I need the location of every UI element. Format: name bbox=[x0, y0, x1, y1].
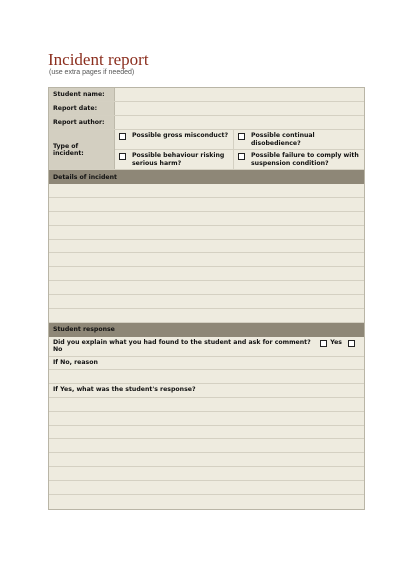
option-label: Possible continual disobedience? bbox=[251, 132, 315, 147]
details-line[interactable] bbox=[49, 198, 364, 212]
no-checkbox[interactable] bbox=[348, 340, 355, 347]
type-of-incident-row bbox=[49, 130, 364, 170]
response-line[interactable] bbox=[49, 426, 364, 440]
report-date-label: Report date: bbox=[49, 102, 115, 115]
response-lines[interactable] bbox=[49, 398, 364, 509]
student-name-label: Student name: bbox=[49, 88, 115, 101]
details-line[interactable] bbox=[49, 295, 364, 309]
explain-question-text: Did you explain what you had found to the student and ask for comment? bbox=[53, 338, 311, 346]
option-label: Possible failure to comply with suspension condition? bbox=[251, 152, 359, 167]
option-suspension-condition bbox=[234, 150, 364, 170]
response-line[interactable] bbox=[49, 495, 364, 509]
yes-no-choices bbox=[314, 339, 358, 347]
yes-label: Yes bbox=[330, 339, 342, 347]
details-line[interactable] bbox=[49, 253, 364, 267]
report-author-label: Report author: bbox=[49, 116, 115, 129]
details-line[interactable] bbox=[49, 309, 364, 323]
report-date-row bbox=[49, 102, 364, 116]
details-lines[interactable] bbox=[49, 184, 364, 323]
details-line[interactable] bbox=[49, 212, 364, 226]
details-line[interactable] bbox=[49, 281, 364, 295]
report-date-field[interactable] bbox=[115, 102, 364, 115]
continual-disobedience-checkbox[interactable] bbox=[238, 133, 245, 140]
response-line[interactable] bbox=[49, 481, 364, 495]
details-line[interactable] bbox=[49, 240, 364, 254]
suspension-condition-checkbox[interactable] bbox=[238, 153, 245, 160]
incident-form bbox=[48, 87, 365, 510]
reason-line[interactable] bbox=[49, 370, 364, 384]
incident-options bbox=[115, 130, 364, 169]
details-line[interactable] bbox=[49, 184, 364, 198]
response-line[interactable] bbox=[49, 467, 364, 481]
option-continual-disobedience bbox=[234, 130, 364, 150]
explain-question bbox=[49, 337, 364, 357]
response-line[interactable] bbox=[49, 439, 364, 453]
student-response-header: Student response bbox=[49, 323, 364, 337]
if-yes-response-label: If Yes, what was the student's response? bbox=[53, 385, 196, 393]
details-header: Details of incident bbox=[49, 170, 364, 184]
response-line[interactable] bbox=[49, 453, 364, 467]
option-serious-harm bbox=[115, 150, 234, 170]
page-title: Incident report bbox=[48, 50, 149, 69]
student-name-row bbox=[49, 88, 364, 102]
page-subtitle: (use extra pages if needed) bbox=[49, 69, 135, 76]
details-line[interactable] bbox=[49, 226, 364, 240]
yes-checkbox[interactable] bbox=[320, 340, 327, 347]
if-no-reason-row[interactable] bbox=[49, 357, 364, 370]
option-gross-misconduct bbox=[115, 130, 234, 150]
option-label: Possible gross misconduct? bbox=[132, 132, 229, 139]
type-of-incident-label: Type of incident: bbox=[49, 130, 115, 169]
report-author-row bbox=[49, 116, 364, 130]
no-label: No bbox=[53, 345, 63, 353]
option-label: Possible behaviour risking serious harm? bbox=[132, 152, 225, 167]
if-yes-response-row[interactable] bbox=[49, 384, 364, 398]
details-line[interactable] bbox=[49, 267, 364, 281]
if-no-reason-label: If No, reason bbox=[53, 358, 98, 366]
report-author-field[interactable] bbox=[115, 116, 364, 129]
student-name-field[interactable] bbox=[115, 88, 364, 101]
response-line[interactable] bbox=[49, 398, 364, 412]
gross-misconduct-checkbox[interactable] bbox=[119, 133, 126, 140]
serious-harm-checkbox[interactable] bbox=[119, 153, 126, 160]
response-line[interactable] bbox=[49, 412, 364, 426]
